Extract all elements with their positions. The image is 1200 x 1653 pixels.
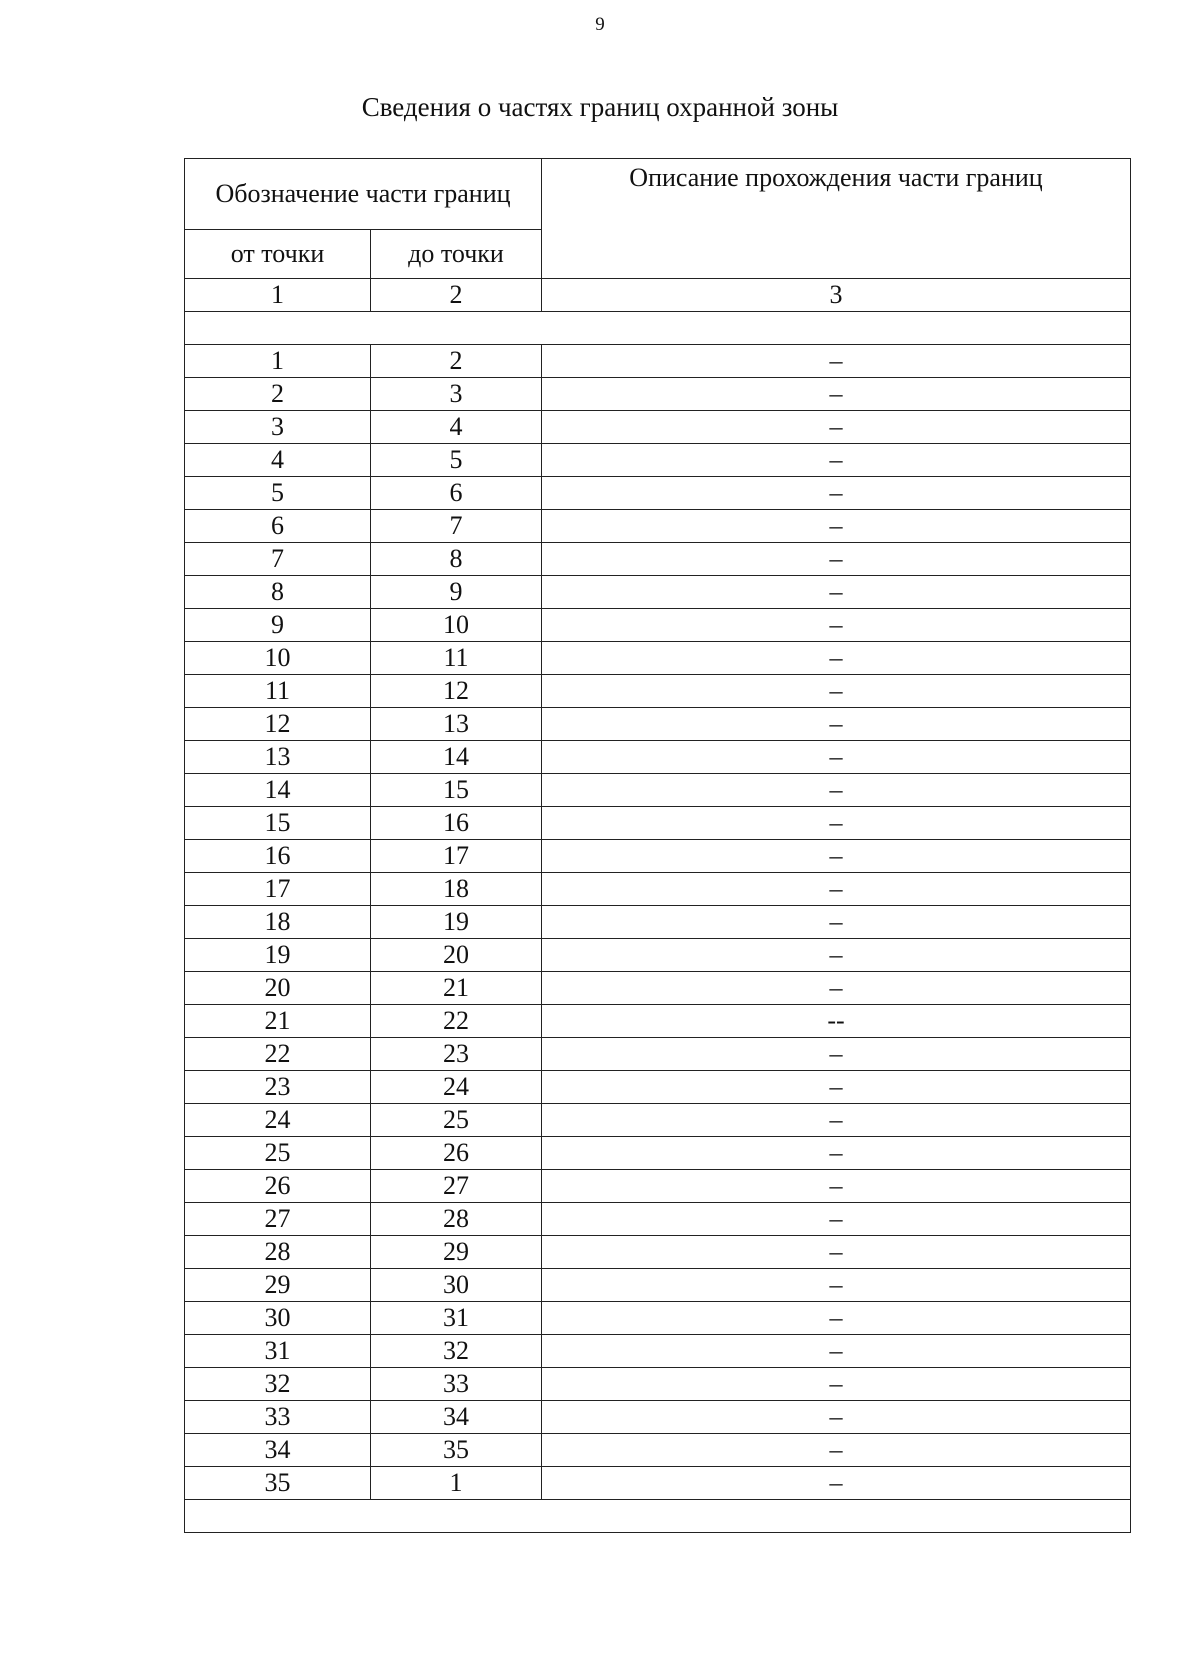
to-point-cell: 7 <box>371 510 542 543</box>
table-row <box>185 477 1131 510</box>
table-row <box>185 939 1131 972</box>
description-cell: – <box>542 906 1131 939</box>
table-row <box>185 1005 1131 1038</box>
description-cell: – <box>542 1467 1131 1500</box>
table-row <box>185 1071 1131 1104</box>
to-point-cell: 35 <box>371 1434 542 1467</box>
description-cell: – <box>542 477 1131 510</box>
description-cell: – <box>542 576 1131 609</box>
description-cell: – <box>542 1434 1131 1467</box>
blank-cell <box>185 1500 1131 1533</box>
from-point-cell: 35 <box>185 1467 371 1500</box>
to-point-header: до точки <box>371 230 542 279</box>
from-point-cell: 1 <box>185 345 371 378</box>
to-point-cell: 30 <box>371 1269 542 1302</box>
from-point-cell: 27 <box>185 1203 371 1236</box>
from-point-cell: 17 <box>185 873 371 906</box>
table-row <box>185 411 1131 444</box>
from-point-cell: 25 <box>185 1137 371 1170</box>
description-cell: – <box>542 609 1131 642</box>
from-point-cell: 7 <box>185 543 371 576</box>
to-point-cell: 22 <box>371 1005 542 1038</box>
description-cell: – <box>542 807 1131 840</box>
to-point-cell: 17 <box>371 840 542 873</box>
to-point-cell: 1 <box>371 1467 542 1500</box>
from-point-cell: 31 <box>185 1335 371 1368</box>
table-row <box>185 378 1131 411</box>
description-cell: – <box>542 1038 1131 1071</box>
description-cell: – <box>542 543 1131 576</box>
table-row <box>185 1038 1131 1071</box>
description-cell: – <box>542 411 1131 444</box>
from-point-cell: 23 <box>185 1071 371 1104</box>
table-row <box>185 1137 1131 1170</box>
description-cell: – <box>542 642 1131 675</box>
from-point-cell: 26 <box>185 1170 371 1203</box>
to-point-cell: 4 <box>371 411 542 444</box>
description-cell: – <box>542 1302 1131 1335</box>
table-row <box>185 774 1131 807</box>
document-title: Сведения о частях границ охранной зоны <box>361 92 839 122</box>
to-point-cell: 25 <box>371 1104 542 1137</box>
table-row <box>185 741 1131 774</box>
to-point-cell: 9 <box>371 576 542 609</box>
to-point-cell: 11 <box>371 642 542 675</box>
table-row <box>185 1434 1131 1467</box>
from-point-cell: 22 <box>185 1038 371 1071</box>
description-cell: – <box>542 510 1131 543</box>
to-point-cell: 27 <box>371 1170 542 1203</box>
to-point-cell: 5 <box>371 444 542 477</box>
from-point-cell: 16 <box>185 840 371 873</box>
to-point-cell: 26 <box>371 1137 542 1170</box>
description-cell: – <box>542 1071 1131 1104</box>
description-cell: – <box>542 1203 1131 1236</box>
table-row <box>185 1302 1131 1335</box>
to-point-cell: 18 <box>371 873 542 906</box>
blank-row <box>185 312 1131 345</box>
table-row <box>185 873 1131 906</box>
table-row <box>185 972 1131 1005</box>
to-point-cell: 29 <box>371 1236 542 1269</box>
from-point-cell: 3 <box>185 411 371 444</box>
designation-header: Обозначение части границ <box>185 159 542 230</box>
to-point-cell: 31 <box>371 1302 542 1335</box>
table-header-row <box>185 159 1131 230</box>
from-point-cell: 34 <box>185 1434 371 1467</box>
to-point-cell: 15 <box>371 774 542 807</box>
from-point-cell: 28 <box>185 1236 371 1269</box>
column-number-row <box>185 279 1131 312</box>
from-point-cell: 6 <box>185 510 371 543</box>
description-cell: – <box>542 1170 1131 1203</box>
description-cell: – <box>542 1137 1131 1170</box>
from-point-cell: 21 <box>185 1005 371 1038</box>
table-row <box>185 840 1131 873</box>
to-point-cell: 33 <box>371 1368 542 1401</box>
column-number: 2 <box>371 279 542 312</box>
table-row <box>185 1203 1131 1236</box>
from-point-cell: 4 <box>185 444 371 477</box>
to-point-cell: 13 <box>371 708 542 741</box>
description-cell: – <box>542 675 1131 708</box>
from-point-cell: 15 <box>185 807 371 840</box>
to-point-cell: 23 <box>371 1038 542 1071</box>
from-point-cell: 10 <box>185 642 371 675</box>
to-point-cell: 10 <box>371 609 542 642</box>
description-cell: – <box>542 972 1131 1005</box>
table-body <box>185 279 1131 1533</box>
table-row <box>185 609 1131 642</box>
description-cell: – <box>542 774 1131 807</box>
description-cell: – <box>542 708 1131 741</box>
to-point-cell: 21 <box>371 972 542 1005</box>
boundary-parts-table <box>184 158 1131 1533</box>
to-point-cell: 2 <box>371 345 542 378</box>
table-row <box>185 807 1131 840</box>
blank-cell <box>185 312 1131 345</box>
table-row <box>185 1269 1131 1302</box>
from-point-cell: 18 <box>185 906 371 939</box>
table-row <box>185 642 1131 675</box>
column-number: 3 <box>542 279 1131 312</box>
description-cell: – <box>542 1104 1131 1137</box>
from-point-cell: 2 <box>185 378 371 411</box>
description-cell: – <box>542 444 1131 477</box>
description-cell: – <box>542 345 1131 378</box>
from-point-cell: 8 <box>185 576 371 609</box>
from-point-cell: 32 <box>185 1368 371 1401</box>
table-row <box>185 1104 1131 1137</box>
description-header: Описание прохождения части границ <box>542 159 1131 279</box>
from-point-cell: 13 <box>185 741 371 774</box>
description-cell: – <box>542 873 1131 906</box>
table-row <box>185 1467 1131 1500</box>
description-cell: – <box>542 741 1131 774</box>
to-point-cell: 32 <box>371 1335 542 1368</box>
table-row <box>185 1236 1131 1269</box>
from-point-cell: 5 <box>185 477 371 510</box>
from-point-cell: 12 <box>185 708 371 741</box>
description-cell: – <box>542 1236 1131 1269</box>
to-point-cell: 34 <box>371 1401 542 1434</box>
description-cell: – <box>542 378 1131 411</box>
table-row <box>185 345 1131 378</box>
from-point-cell: 29 <box>185 1269 371 1302</box>
from-point-cell: 33 <box>185 1401 371 1434</box>
table-row <box>185 576 1131 609</box>
page-number: 9 <box>595 14 605 35</box>
table-row <box>185 1401 1131 1434</box>
table-row <box>185 444 1131 477</box>
description-cell: – <box>542 1401 1131 1434</box>
table-row <box>185 675 1131 708</box>
description-cell: – <box>542 1368 1131 1401</box>
table-row <box>185 708 1131 741</box>
to-point-cell: 14 <box>371 741 542 774</box>
to-point-cell: 24 <box>371 1071 542 1104</box>
table-row <box>185 1368 1131 1401</box>
description-cell: – <box>542 840 1131 873</box>
to-point-cell: 19 <box>371 906 542 939</box>
table-row <box>185 1170 1131 1203</box>
from-point-cell: 14 <box>185 774 371 807</box>
to-point-cell: 12 <box>371 675 542 708</box>
blank-row <box>185 1500 1131 1533</box>
description-cell: – <box>542 1335 1131 1368</box>
to-point-cell: 16 <box>371 807 542 840</box>
table-row <box>185 543 1131 576</box>
to-point-cell: 28 <box>371 1203 542 1236</box>
description-cell: -- <box>542 1005 1131 1038</box>
from-point-cell: 24 <box>185 1104 371 1137</box>
from-point-cell: 20 <box>185 972 371 1005</box>
from-point-cell: 30 <box>185 1302 371 1335</box>
to-point-cell: 20 <box>371 939 542 972</box>
from-point-cell: 19 <box>185 939 371 972</box>
from-point-cell: 9 <box>185 609 371 642</box>
table-row <box>185 906 1131 939</box>
table-row <box>185 1335 1131 1368</box>
from-point-header: от точки <box>185 230 371 279</box>
from-point-cell: 11 <box>185 675 371 708</box>
to-point-cell: 8 <box>371 543 542 576</box>
to-point-cell: 3 <box>371 378 542 411</box>
table-row <box>185 510 1131 543</box>
column-number: 1 <box>185 279 371 312</box>
description-cell: – <box>542 1269 1131 1302</box>
to-point-cell: 6 <box>371 477 542 510</box>
description-cell: – <box>542 939 1131 972</box>
